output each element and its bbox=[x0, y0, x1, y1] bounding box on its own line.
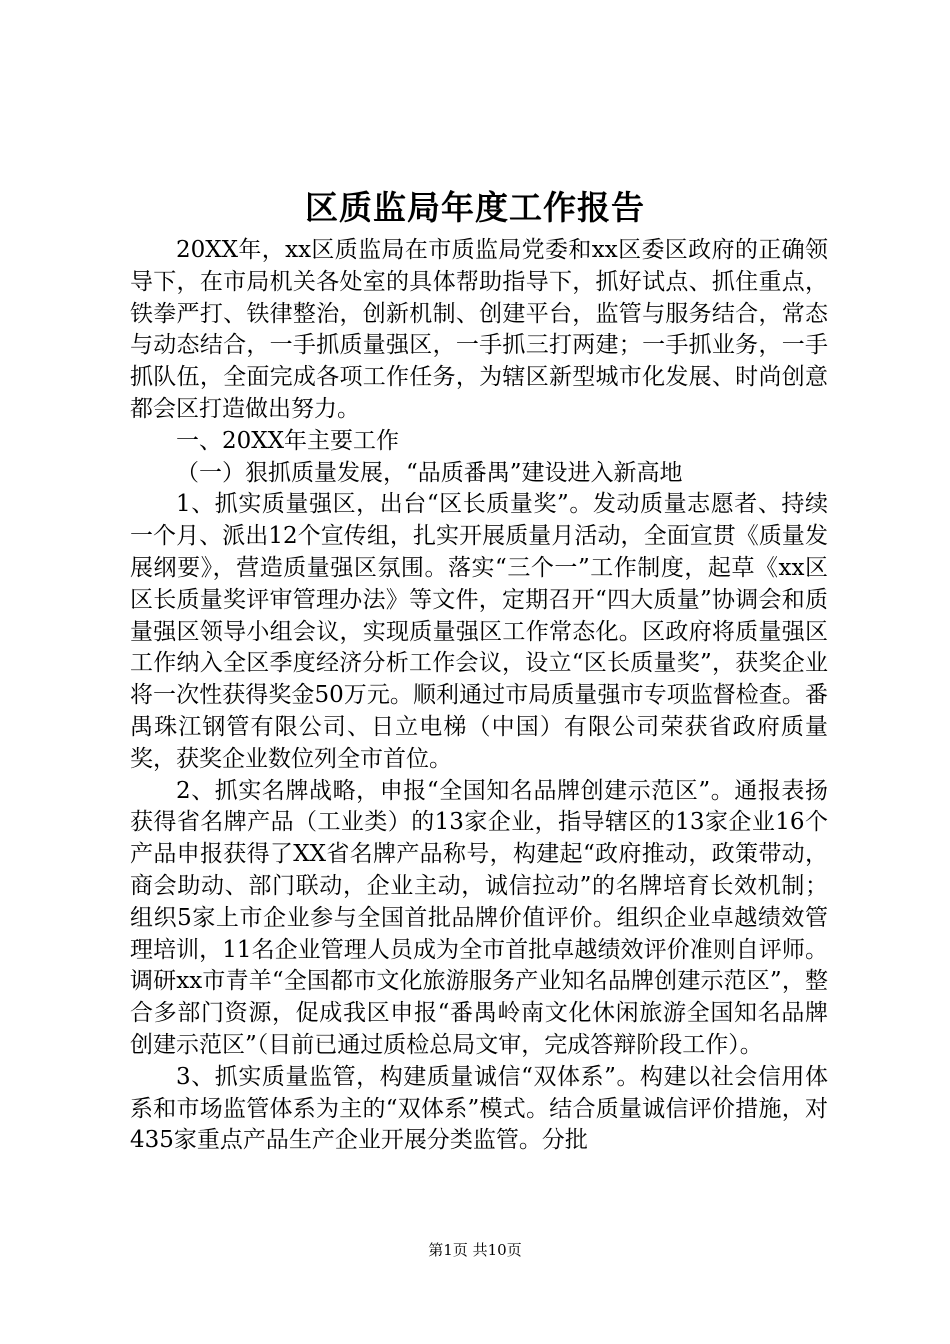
page-footer: 第1页 共10页 bbox=[428, 1241, 522, 1259]
section-heading-main-work: 一、20XX年主要工作 bbox=[176, 427, 400, 454]
paragraph-item-2: 2、抓实名牌战略，申报“全国知名品牌创建示范区”。通报表扬获得省名牌产品（工业类）的13家企业，指导辖区的13家企业16个产品申报获得了XX省名牌产品称号，构建起“政府推动，政策带动，商会助动、部门联动，企业主动，诚信拉动”的名牌培育长效机制；组织5家上市企业参与全国首批品牌价值评价。组织企业卓越绩效管理培训，11名企业管理人员成为全市首批卓越绩效评价准则自评师。调研xx市青羊“全国都市文化旅游服务产业知名品牌创建示范区”，整合多部门资源，促成我区申报“番禺岭南文化休闲旅游全国知名品牌创建示范区”（目前已通过质检总局文审，完成答辩阶段工作）。 bbox=[130, 777, 828, 1058]
document-title: 区质监局年度工作报告 bbox=[305, 188, 645, 227]
paragraph-item-3: 3、抓实质量监管，构建质量诚信“双体系”。构建以社会信用体系和市场监管体系为主的“双体系”模式。结合质量诚信评价措施，对435家重点产品生产企业开展分类监管。分批 bbox=[130, 1063, 828, 1154]
document-body bbox=[130, 235, 828, 1157]
subsection-heading-quality: （一）狠抓质量发展，“品质番禺”建设进入新高地 bbox=[176, 459, 683, 486]
paragraph-item-1: 1、抓实质量强区，出台“区长质量奖”。发动质量志愿者、持续一个月、派出12个宣传组，扎实开展质量月活动，全面宣贯《质量发展纲要》，营造质量强区氛围。落实“三个一”工作制度，起草《xx区区长质量奖评审管理办法》等文件，定期召开“四大质量”协调会和质量强区领导小组会议，实现质量强区工作常态化。区政府将质量强区工作纳入全区季度经济分析工作会议，设立“区长质量奖”，获奖企业将一次性获得奖金50万元。顺利通过市局质量强市专项监督检查。番禺珠江钢管有限公司、日立电梯（中国）有限公司荣获省政府质量奖，获奖企业数位列全市首位。 bbox=[130, 491, 828, 772]
paragraph-intro: 20XX年，xx区质监局在市质监局党委和xx区委区政府的正确领导下，在市局机关各处室的具体帮助指导下，抓好试点、抓住重点，铁拳严打、铁律整治，创新机制、创建平台，监管与服务结合，常态与动态结合，一手抓质量强区，一手抓三打两建；一手抓业务，一手抓队伍，全面完成各项工作任务，为辖区新型城市化发展、时尚创意都会区打造做出努力。 bbox=[130, 237, 828, 422]
